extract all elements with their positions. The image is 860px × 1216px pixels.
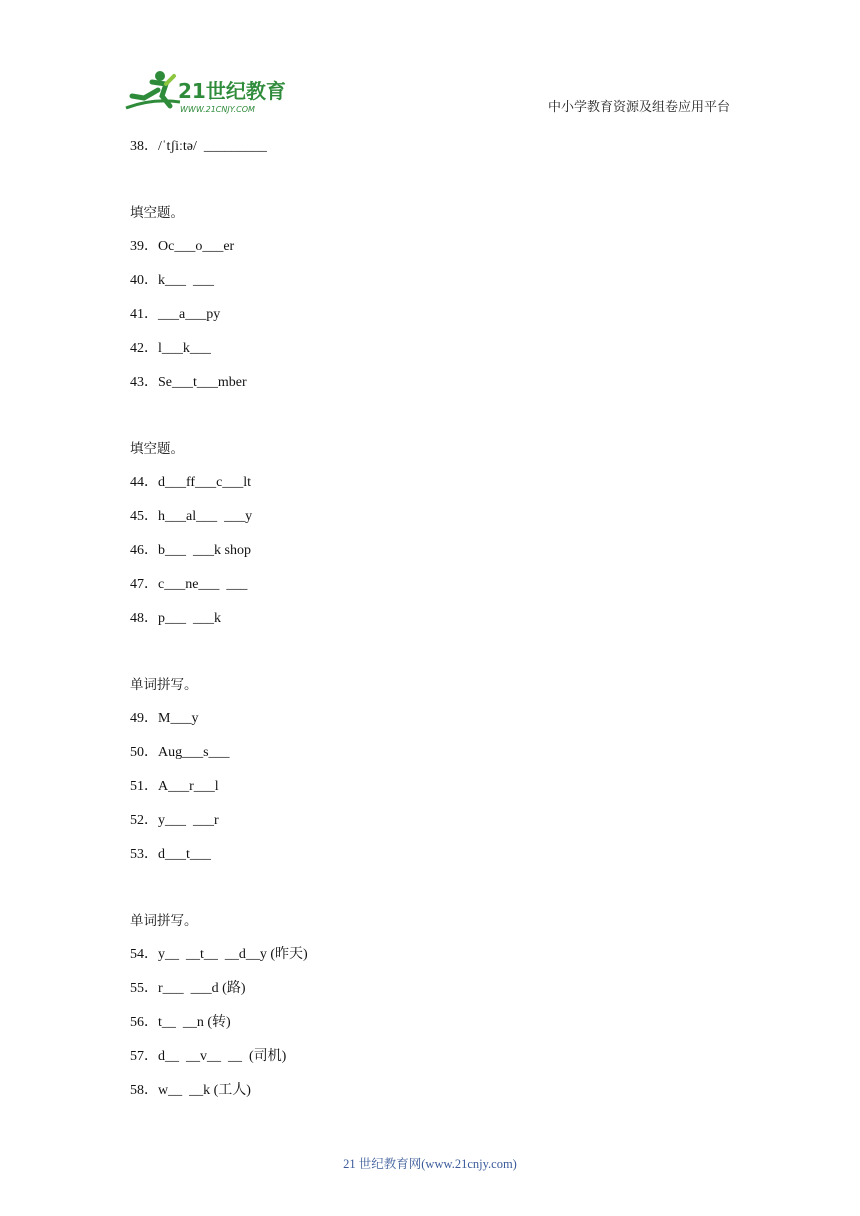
question-item: 47．c___ne___ ___ xyxy=(130,577,248,592)
platform-label: 中小学教育资源及组卷应用平台 xyxy=(547,100,730,115)
section-gap xyxy=(130,878,730,910)
section-title: 填空题。 xyxy=(130,441,184,457)
question-item: 53．d___t___ xyxy=(130,847,211,862)
question-item: 43．Se___t___mber xyxy=(130,375,247,390)
question-item: 56．t__ __n (转) xyxy=(130,1015,231,1030)
question-item: 41．___a___py xyxy=(130,307,221,322)
logo-title: 21世纪教育 xyxy=(178,79,286,103)
footer-text: 21 世纪教育网(www.21cnjy.com) xyxy=(343,1157,517,1171)
section-gap xyxy=(130,406,730,438)
site-logo xyxy=(122,68,292,116)
question-item: 49．M___y xyxy=(130,711,199,726)
question-item: 55．r___ ___d (路) xyxy=(130,981,246,996)
question-item: 48．p___ ___k xyxy=(130,611,221,626)
question-item: 42．l___k___ xyxy=(130,341,211,356)
question-list xyxy=(130,136,730,1114)
section-title: 单词拼写。 xyxy=(130,677,198,693)
section-title: 填空题。 xyxy=(130,205,184,221)
question-item: 58．w__ __k (工人) xyxy=(130,1083,251,1098)
question-item: 51．A___r___l xyxy=(130,779,219,794)
question-item: 38．/ˈtʃiːtə/ _________ xyxy=(130,139,267,154)
question-item: 39．Oc___o___er xyxy=(130,239,235,254)
question-item: 45．h___al___ ___y xyxy=(130,509,253,524)
section-gap xyxy=(130,170,730,202)
question-item: 44．d___ff___c___lt xyxy=(130,475,252,490)
question-item: 40．k___ ___ xyxy=(130,273,214,288)
question-item: 46．b___ ___k shop xyxy=(130,543,251,558)
question-item: 50．Aug___s___ xyxy=(130,745,230,760)
logo-url: WWW.21CNJY.COM xyxy=(180,105,255,114)
question-item: 52．y___ ___r xyxy=(130,813,219,828)
question-item: 54．y__ __t__ __d__y (昨天) xyxy=(130,947,308,962)
section-gap xyxy=(130,642,730,674)
section-title: 单词拼写。 xyxy=(130,913,198,929)
question-item: 57．d__ __v__ __ (司机) xyxy=(130,1049,287,1064)
